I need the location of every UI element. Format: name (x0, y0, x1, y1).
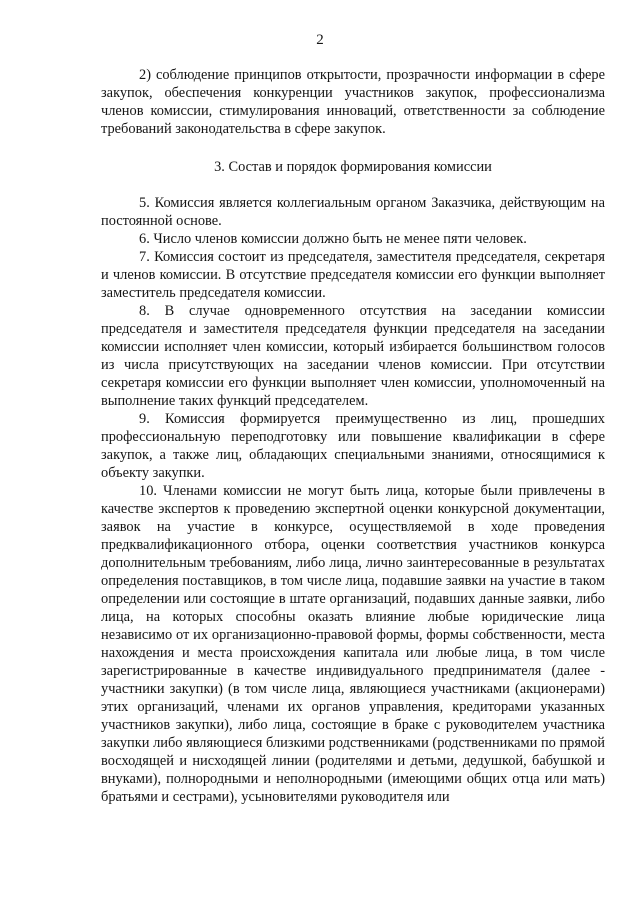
paragraph-9: 9. Комиссия формируется преимущественно из лиц, прошедших профессиональную переподготовку или повышение квалификации в сфере закупок, а также лиц, обладающих специальными знаниями, относящимися к объекту закупки. (101, 411, 605, 481)
paragraph-principles: 2) соблюдение принципов открытости, прозрачности информации в сфере закупок, обеспечения конкуренции участников закупок, профессионализма членов комиссии, стимулирования инноваций, ответственности за соблюдение требований законодательства в сфере закупок. (101, 67, 605, 137)
page-number: 2 (316, 32, 324, 48)
paragraph-8: 8. В случае одновременного отсутствия на заседании комиссии председателя и заместителя председателя функции председателя на заседании комиссии исполняет член комиссии, который избирается большинством голосов из числа присутствующих на заседании членов комиссии. При отсутствии секретаря комиссии его функции выполняет член комиссии, уполномоченный на выполнение таких функций председателем. (101, 303, 605, 409)
paragraph-10: 10. Членами комиссии не могут быть лица, которые были привлечены в качестве экспертов к проведению экспертной оценки конкурсной документации, заявок на участие в конкурсе, осуществляемой в ходе проведения предквалификационного отбора, оценки соответствия участников конкурса дополнительным требованиям, либо лица, лично заинтересованные в результатах определения поставщиков, в том числе лица, подавшие заявки на участие в таком определении или состоящие в штате организаций, подавших данные заявки, либо лица, на которых способны оказать влияние любые юридические лица независимо от их организационно-правовой формы, формы собственности, места нахождения и места происхождения капитала или любые лица, в том числе зарегистрированные в качестве индивидуального предпринимателя (далее - участники закупки) (в том числе лица, являющиеся участниками (акционерами) этих организаций, членами их органов управления, кредиторами указанных участников закупки), либо лица, состоящие в браке с руководителем участника закупки либо являющиеся близкими родственниками (родственниками по прямой восходящей и нисходящей линии (родителями и детьми, дедушкой, бабушкой и внуками), полнородными и неполнородными (имеющими общих отца или мать) братьями и сестрами), усыновителями руководителя или (101, 483, 605, 805)
paragraph-5: 5. Комиссия является коллегиальным органом Заказчика, действующим на постоянной основе. (101, 195, 605, 229)
paragraph-7: 7. Комиссия состоит из председателя, заместителя председателя, секретаря и членов комиссии. В отсутствие председателя комиссии его функции выполняет заместитель председателя комиссии. (101, 249, 605, 301)
section-heading: 3. Состав и порядок формирования комиссии (214, 159, 492, 175)
paragraph-6: 6. Число членов комиссии должно быть не менее пяти человек. (139, 231, 527, 247)
document-body (101, 66, 605, 806)
